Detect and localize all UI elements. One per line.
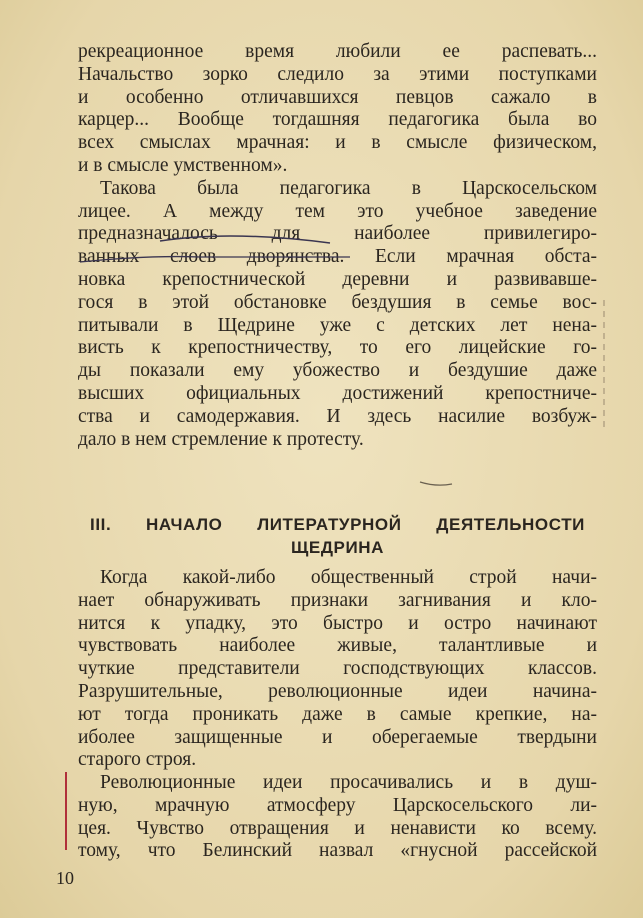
chapter-heading bbox=[78, 514, 597, 560]
text-line: ют тогда проникать даже в самые крепкие, на- bbox=[78, 703, 597, 725]
text-line: и в смысле умственном». bbox=[78, 154, 288, 176]
text-line: ную, мрачную атмосферу Царскосельского ли- bbox=[78, 794, 597, 816]
paragraph-2 bbox=[78, 178, 597, 452]
text-line: тому, что Белинский назвал «гнусной рассейской bbox=[78, 840, 597, 862]
paragraph-4 bbox=[78, 772, 597, 863]
text-line: высших официальных достижений крепостниче- bbox=[78, 382, 597, 404]
text-line: висть к крепостничеству, то его лицейские го- bbox=[78, 337, 597, 359]
text-line: рекреационное время любили ее распевать... bbox=[78, 41, 597, 62]
text-line: ства и самодержавия. И здесь насилие возбуж- bbox=[78, 405, 597, 427]
text-line: предназначалось для наиболее привилегиро- bbox=[78, 223, 597, 245]
text-line: карцер... Вообще тогдашняя педагогика была во bbox=[78, 109, 597, 131]
text-line: чуткие представители господствующих классов. bbox=[78, 658, 597, 680]
text-line: питывали в Щедрине уже с детских лет нена- bbox=[78, 314, 597, 336]
text-line: Разрушительные, революционные идеи начина- bbox=[78, 680, 597, 702]
paragraph-1 bbox=[78, 41, 597, 178]
text-line: новка крепостнической деревни и развивавше- bbox=[78, 268, 597, 290]
text-line: иболее защищенные и оберегаемые твердыни bbox=[78, 726, 597, 748]
chapter-heading-line: ЩЕДРИНА bbox=[290, 537, 385, 557]
text-line: нится к упадку, это быстро и остро начинают bbox=[78, 612, 597, 634]
text-line: Революционные идеи просачивались и в душ- bbox=[100, 772, 597, 793]
text-line: и особенно отличавшихся певцов сажало в bbox=[78, 86, 597, 108]
page-number: 10 bbox=[56, 868, 74, 888]
text-line: нает обнаруживать признаки загнивания и кло- bbox=[78, 589, 597, 611]
text-line: цея. Чувство отвращения и ненависти ко всему. bbox=[78, 817, 597, 839]
paragraph-3 bbox=[78, 567, 597, 772]
text-line: ванных слоев дворянства. Если мрачная обста- bbox=[78, 246, 597, 268]
chapter-heading-line: III. НАЧАЛО ЛИТЕРАТУРНОЙ ДЕЯТЕЛЬНОСТИ bbox=[90, 515, 585, 534]
text-line: Когда какой-либо общественный строй начи- bbox=[100, 567, 597, 588]
text-line: всех смыслах мрачная: и в смысле физическом, bbox=[78, 132, 597, 154]
text-line: Такова была педагогика в Царскосельском bbox=[100, 177, 597, 199]
text-line: дало в нем стремление к протесту. bbox=[78, 428, 364, 450]
text-line: чувствовать наиболее живые, талантливые и bbox=[78, 635, 597, 657]
text-line: лицее. А между тем это учебное заведение bbox=[78, 200, 597, 222]
text-line: ды показали ему убожество и бездушие даже bbox=[78, 360, 597, 382]
text-line: Начальство зорко следило за этими поступками bbox=[78, 63, 597, 85]
text-line: старого строя. bbox=[78, 749, 197, 771]
text-line: гося в этой обстановке бездушия в семье вос- bbox=[78, 291, 597, 313]
